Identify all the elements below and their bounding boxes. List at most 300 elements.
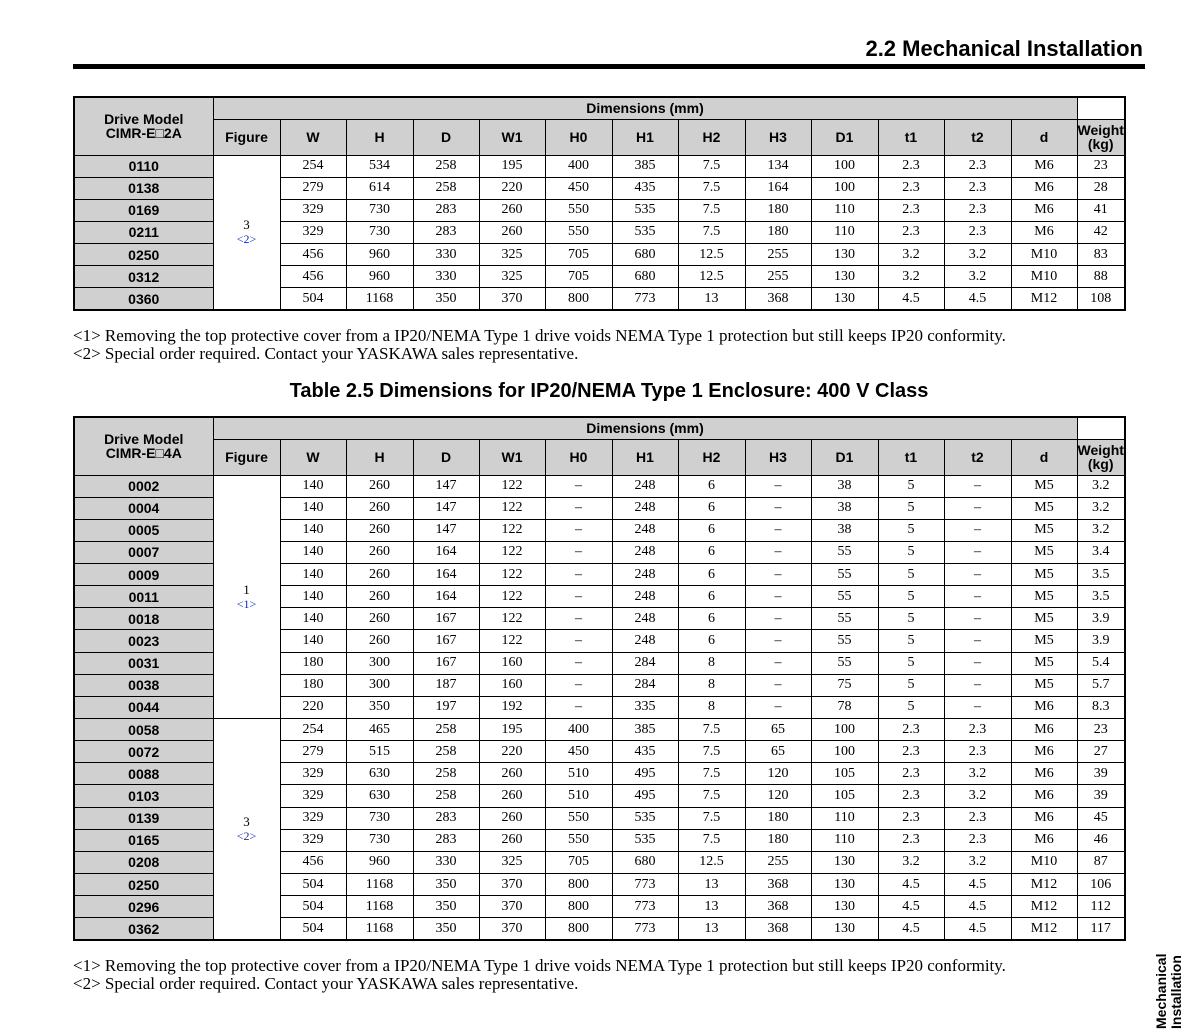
drive-model-header-line2: CIMR-E□4A (105, 445, 182, 462)
dimensions-group-header: Dimensions (mm) (213, 97, 1077, 119)
weight-header-line1: Weight (1077, 442, 1124, 458)
figure-cell (213, 475, 280, 719)
drive-model-cell: 0165 (74, 829, 213, 851)
value-cell: 39 (1077, 785, 1125, 807)
value-cell: 7.5 (678, 155, 745, 177)
value-cell: 335 (612, 696, 678, 718)
value-cell: 130 (811, 266, 878, 288)
value-cell: 535 (612, 199, 678, 221)
value-cell: M12 (1011, 918, 1077, 940)
value-cell: 105 (811, 763, 878, 785)
value-cell: M6 (1011, 785, 1077, 807)
value-cell: 435 (612, 741, 678, 763)
figure-note-ref: <2> (236, 829, 257, 843)
column-header: t2 (944, 119, 1011, 155)
value-cell: 2.3 (944, 719, 1011, 741)
value-cell: – (545, 696, 612, 718)
value-cell: 248 (612, 519, 678, 541)
value-cell: 258 (413, 155, 479, 177)
value-cell: 2.3 (878, 221, 944, 243)
table1-notes (73, 327, 1006, 363)
figure-cell (213, 155, 280, 310)
value-cell: 385 (612, 719, 678, 741)
value-cell: – (545, 497, 612, 519)
note-1: <1> Removing the top protective cover from a IP20/NEMA Type 1 drive voids NEMA Type 1 protection but still keeps IP20 conformity. (73, 326, 1006, 345)
value-cell: 220 (479, 741, 545, 763)
value-cell: 773 (612, 896, 678, 918)
value-cell: 180 (745, 199, 811, 221)
value-cell: 730 (346, 807, 413, 829)
drive-model-cell: 0296 (74, 896, 213, 918)
value-cell: M6 (1011, 221, 1077, 243)
value-cell: 456 (280, 851, 346, 873)
value-cell: M10 (1011, 266, 1077, 288)
value-cell: 6 (678, 519, 745, 541)
value-cell: 7.5 (678, 829, 745, 851)
value-cell: – (944, 541, 1011, 563)
value-cell: 730 (346, 829, 413, 851)
value-cell: M6 (1011, 807, 1077, 829)
drive-model-cell: 0169 (74, 199, 213, 221)
value-cell: 120 (745, 785, 811, 807)
value-cell: 140 (280, 475, 346, 497)
value-cell: 773 (612, 918, 678, 940)
value-cell: 134 (745, 155, 811, 177)
value-cell: 147 (413, 519, 479, 541)
column-header: H3 (745, 439, 811, 475)
value-cell: 164 (745, 177, 811, 199)
weight-header-line2: (kg) (1087, 456, 1114, 472)
value-cell: 456 (280, 244, 346, 266)
value-cell: 3.9 (1077, 608, 1125, 630)
value-cell: 1168 (346, 874, 413, 896)
value-cell: 13 (678, 918, 745, 940)
drive-model-cell: 0139 (74, 807, 213, 829)
drive-model-cell: 0004 (74, 497, 213, 519)
value-cell: M6 (1011, 829, 1077, 851)
value-cell: 65 (745, 741, 811, 763)
value-cell: M12 (1011, 874, 1077, 896)
value-cell: 5 (878, 564, 944, 586)
value-cell: 130 (811, 288, 878, 310)
drive-model-cell: 0058 (74, 719, 213, 741)
value-cell: 3.2 (1077, 519, 1125, 541)
value-cell: M6 (1011, 696, 1077, 718)
value-cell: 705 (545, 244, 612, 266)
column-header: W1 (479, 119, 545, 155)
value-cell: 260 (346, 541, 413, 563)
value-cell: 120 (745, 763, 811, 785)
value-cell: 140 (280, 630, 346, 652)
value-cell: M6 (1011, 763, 1077, 785)
value-cell: M6 (1011, 719, 1077, 741)
value-cell: 140 (280, 519, 346, 541)
value-cell: 110 (811, 199, 878, 221)
value-cell: 122 (479, 564, 545, 586)
drive-model-cell: 0005 (74, 519, 213, 541)
value-cell: 400 (545, 155, 612, 177)
value-cell: 7.5 (678, 719, 745, 741)
column-header: H1 (612, 119, 678, 155)
value-cell: 260 (479, 807, 545, 829)
value-cell: 255 (745, 244, 811, 266)
value-cell: 248 (612, 497, 678, 519)
value-cell: 6 (678, 586, 745, 608)
value-cell: 2.3 (878, 807, 944, 829)
column-header: W (280, 119, 346, 155)
value-cell: 55 (811, 541, 878, 563)
value-cell: – (745, 564, 811, 586)
value-cell: 495 (612, 785, 678, 807)
value-cell: 3.4 (1077, 541, 1125, 563)
value-cell: 3.2 (878, 266, 944, 288)
note-1: <1> Removing the top protective cover from a IP20/NEMA Type 1 drive voids NEMA Type 1 protection but still keeps IP20 conformity. (73, 956, 1006, 975)
value-cell: 630 (346, 785, 413, 807)
value-cell: 510 (545, 785, 612, 807)
side-tab-line1: Mechanical (1153, 953, 1169, 1029)
value-cell: 100 (811, 177, 878, 199)
value-cell: 8 (678, 674, 745, 696)
value-cell: 960 (346, 851, 413, 873)
value-cell: 5 (878, 519, 944, 541)
value-cell: 167 (413, 630, 479, 652)
value-cell: 130 (811, 874, 878, 896)
value-cell: 248 (612, 586, 678, 608)
value-cell: 300 (346, 674, 413, 696)
value-cell: 2.3 (878, 741, 944, 763)
drive-model-cell: 0362 (74, 918, 213, 940)
drive-model-cell: 0250 (74, 874, 213, 896)
value-cell: – (545, 630, 612, 652)
value-cell: 65 (745, 719, 811, 741)
value-cell: 630 (346, 763, 413, 785)
value-cell: 300 (346, 652, 413, 674)
value-cell: – (545, 475, 612, 497)
value-cell: 8 (678, 696, 745, 718)
value-cell: M5 (1011, 564, 1077, 586)
value-cell: 550 (545, 199, 612, 221)
value-cell: – (745, 519, 811, 541)
column-header: D1 (811, 439, 878, 475)
value-cell: – (545, 541, 612, 563)
value-cell: 800 (545, 918, 612, 940)
value-cell: 220 (479, 177, 545, 199)
value-cell: – (944, 475, 1011, 497)
value-cell: 284 (612, 674, 678, 696)
table-row (74, 155, 1125, 177)
drive-model-cell: 0110 (74, 155, 213, 177)
value-cell: – (545, 586, 612, 608)
value-cell: 450 (545, 741, 612, 763)
column-header: H2 (678, 119, 745, 155)
value-cell: 164 (413, 586, 479, 608)
value-cell: 325 (479, 266, 545, 288)
value-cell: 260 (479, 763, 545, 785)
value-cell: 283 (413, 199, 479, 221)
value-cell: M5 (1011, 475, 1077, 497)
value-cell: 12.5 (678, 266, 745, 288)
header-row-group (74, 417, 1125, 439)
value-cell: 1168 (346, 918, 413, 940)
table-row (74, 475, 1125, 497)
value-cell: 100 (811, 741, 878, 763)
value-cell: 3.2 (1077, 475, 1125, 497)
value-cell: 368 (745, 896, 811, 918)
value-cell: 4.5 (878, 918, 944, 940)
value-cell: 75 (811, 674, 878, 696)
value-cell: 283 (413, 807, 479, 829)
value-cell: – (944, 564, 1011, 586)
value-cell: 46 (1077, 829, 1125, 851)
value-cell: – (745, 696, 811, 718)
value-cell: 325 (479, 244, 545, 266)
column-header: D (413, 119, 479, 155)
value-cell: – (745, 630, 811, 652)
value-cell: 4.5 (878, 288, 944, 310)
value-cell: 329 (280, 763, 346, 785)
figure-number: 3 (243, 217, 250, 233)
value-cell: 105 (811, 785, 878, 807)
drive-model-cell: 0208 (74, 851, 213, 873)
value-cell: 5 (878, 497, 944, 519)
value-cell: 220 (280, 696, 346, 718)
value-cell: 370 (479, 874, 545, 896)
drive-model-cell: 0360 (74, 288, 213, 310)
value-cell: 258 (413, 741, 479, 763)
value-cell: 258 (413, 177, 479, 199)
value-cell: 5 (878, 652, 944, 674)
value-cell: 140 (280, 586, 346, 608)
value-cell: 456 (280, 266, 346, 288)
value-cell: 248 (612, 541, 678, 563)
value-cell: – (745, 497, 811, 519)
value-cell: 2.3 (944, 177, 1011, 199)
value-cell: 550 (545, 829, 612, 851)
drive-model-cell: 0007 (74, 541, 213, 563)
drive-model-cell: 0009 (74, 564, 213, 586)
value-cell: 535 (612, 807, 678, 829)
value-cell: 550 (545, 807, 612, 829)
weight-header (1077, 119, 1125, 155)
figure-note-ref: <2> (236, 232, 257, 247)
value-cell: 55 (811, 630, 878, 652)
value-cell: 279 (280, 741, 346, 763)
value-cell: 110 (811, 221, 878, 243)
value-cell: 6 (678, 564, 745, 586)
value-cell: 330 (413, 266, 479, 288)
value-cell: – (745, 475, 811, 497)
value-cell: 495 (612, 763, 678, 785)
value-cell: 122 (479, 630, 545, 652)
value-cell: 180 (280, 674, 346, 696)
value-cell: 5 (878, 586, 944, 608)
value-cell: 3.2 (944, 851, 1011, 873)
value-cell: 960 (346, 244, 413, 266)
value-cell: 705 (545, 851, 612, 873)
value-cell: 180 (745, 829, 811, 851)
value-cell: 7.5 (678, 741, 745, 763)
value-cell: 6 (678, 630, 745, 652)
value-cell: 260 (479, 199, 545, 221)
value-cell: 255 (745, 851, 811, 873)
column-header: H0 (545, 119, 612, 155)
value-cell: 7.5 (678, 221, 745, 243)
side-tab-line2: Installation (1168, 955, 1184, 1029)
drive-model-cell: 0138 (74, 177, 213, 199)
value-cell: 108 (1077, 288, 1125, 310)
value-cell: 6 (678, 497, 745, 519)
value-cell: 117 (1077, 918, 1125, 940)
value-cell: 122 (479, 475, 545, 497)
value-cell: 7.5 (678, 177, 745, 199)
drive-model-cell: 0038 (74, 674, 213, 696)
value-cell: 160 (479, 674, 545, 696)
value-cell: 41 (1077, 199, 1125, 221)
figure-note-ref: <1> (236, 596, 257, 611)
column-header: H (346, 439, 413, 475)
value-cell: 130 (811, 851, 878, 873)
value-cell: 5.7 (1077, 674, 1125, 696)
note-2: <2> Special order required. Contact your YASKAWA sales representative. (73, 974, 579, 993)
value-cell: 195 (479, 719, 545, 741)
value-cell: 385 (612, 155, 678, 177)
value-cell: 5 (878, 696, 944, 718)
dimensions-table-400v (73, 416, 1126, 941)
value-cell: 100 (811, 719, 878, 741)
value-cell: 368 (745, 288, 811, 310)
value-cell: 7.5 (678, 807, 745, 829)
value-cell: 260 (479, 829, 545, 851)
value-cell: 1168 (346, 896, 413, 918)
drive-model-cell: 0211 (74, 221, 213, 243)
value-cell: 368 (745, 874, 811, 896)
value-cell: – (944, 497, 1011, 519)
value-cell: 350 (346, 696, 413, 718)
drive-model-cell: 0002 (74, 475, 213, 497)
value-cell: 254 (280, 719, 346, 741)
header-row-columns (74, 119, 1125, 155)
value-cell: 3.5 (1077, 586, 1125, 608)
value-cell: 258 (413, 785, 479, 807)
drive-model-header (74, 417, 213, 475)
value-cell: 5 (878, 475, 944, 497)
header-rule (73, 64, 1145, 69)
value-cell: 140 (280, 497, 346, 519)
value-cell: 283 (413, 221, 479, 243)
value-cell: 110 (811, 807, 878, 829)
value-cell: 504 (280, 874, 346, 896)
value-cell: M5 (1011, 652, 1077, 674)
drive-model-cell: 0011 (74, 586, 213, 608)
value-cell: 7.5 (678, 199, 745, 221)
value-cell: 614 (346, 177, 413, 199)
value-cell: 27 (1077, 741, 1125, 763)
value-cell: 6 (678, 608, 745, 630)
value-cell: 350 (413, 288, 479, 310)
value-cell: 6 (678, 475, 745, 497)
value-cell: 2.3 (878, 177, 944, 199)
value-cell: 8.3 (1077, 696, 1125, 718)
value-cell: 800 (545, 896, 612, 918)
value-cell: 4.5 (944, 288, 1011, 310)
value-cell: 2.3 (878, 829, 944, 851)
value-cell: M5 (1011, 541, 1077, 563)
value-cell: 260 (346, 475, 413, 497)
value-cell: 504 (280, 918, 346, 940)
value-cell: 5.4 (1077, 652, 1125, 674)
weight-header-line1: Weight (1077, 122, 1124, 138)
value-cell: 370 (479, 896, 545, 918)
value-cell: 164 (413, 564, 479, 586)
value-cell: 680 (612, 244, 678, 266)
value-cell: 680 (612, 266, 678, 288)
value-cell: 87 (1077, 851, 1125, 873)
value-cell: 38 (811, 497, 878, 519)
value-cell: – (745, 674, 811, 696)
section-title: 2.2 Mechanical Installation (865, 36, 1143, 61)
value-cell: 329 (280, 807, 346, 829)
value-cell: 187 (413, 674, 479, 696)
value-cell: 730 (346, 221, 413, 243)
value-cell: 535 (612, 221, 678, 243)
value-cell: 329 (280, 785, 346, 807)
value-cell: 435 (612, 177, 678, 199)
value-cell: – (745, 541, 811, 563)
value-cell: M12 (1011, 288, 1077, 310)
value-cell: 504 (280, 288, 346, 310)
value-cell: 260 (346, 564, 413, 586)
value-cell: 368 (745, 918, 811, 940)
value-cell: 23 (1077, 719, 1125, 741)
figure-cell (213, 719, 280, 940)
value-cell: 773 (612, 288, 678, 310)
value-cell: M6 (1011, 741, 1077, 763)
value-cell: 260 (479, 785, 545, 807)
value-cell: 960 (346, 266, 413, 288)
value-cell: 254 (280, 155, 346, 177)
value-cell: 325 (479, 851, 545, 873)
column-header: D (413, 439, 479, 475)
value-cell: 550 (545, 221, 612, 243)
value-cell: 83 (1077, 244, 1125, 266)
value-cell: 5 (878, 630, 944, 652)
column-header: Figure (213, 439, 280, 475)
value-cell: – (944, 630, 1011, 652)
value-cell: – (944, 519, 1011, 541)
value-cell: 258 (413, 719, 479, 741)
value-cell: – (944, 586, 1011, 608)
column-header: H3 (745, 119, 811, 155)
value-cell: 110 (811, 829, 878, 851)
value-cell: 13 (678, 874, 745, 896)
value-cell: 800 (545, 288, 612, 310)
value-cell: 140 (280, 608, 346, 630)
value-cell: 12.5 (678, 244, 745, 266)
value-cell: 8 (678, 652, 745, 674)
value-cell: 370 (479, 918, 545, 940)
value-cell: 23 (1077, 155, 1125, 177)
value-cell: 2.3 (878, 155, 944, 177)
column-header: H1 (612, 439, 678, 475)
value-cell: 192 (479, 696, 545, 718)
value-cell: 3.2 (1077, 497, 1125, 519)
value-cell: 260 (346, 586, 413, 608)
value-cell: 258 (413, 763, 479, 785)
value-cell: 255 (745, 266, 811, 288)
value-cell: 3.2 (878, 244, 944, 266)
column-header: t1 (878, 119, 944, 155)
value-cell: 2.3 (944, 741, 1011, 763)
